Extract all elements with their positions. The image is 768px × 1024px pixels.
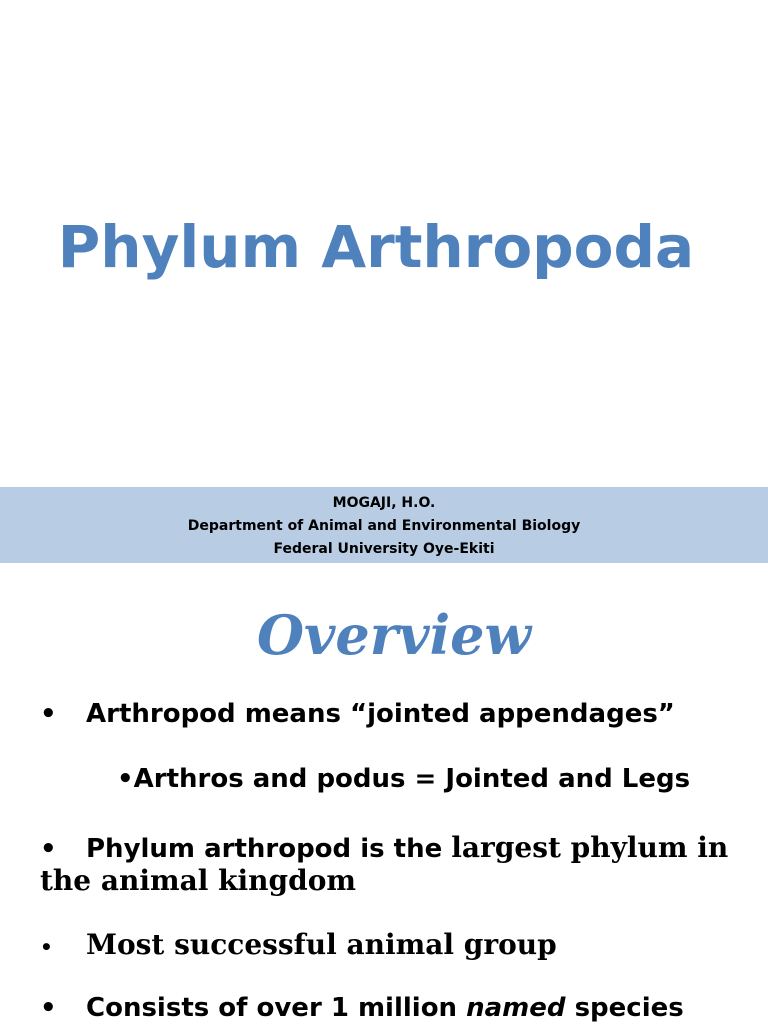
bullet-text: Most successful animal group [86, 928, 557, 961]
overview-title: Overview [257, 603, 531, 667]
bullet-text: largest phylum in [451, 831, 729, 864]
bullet-icon: • [40, 834, 57, 864]
bullet-item [40, 928, 557, 961]
bullet-icon: • [40, 935, 53, 959]
bullet-text: Arthropod means “jointed appendages” [86, 699, 675, 729]
bullet-text: named [466, 993, 566, 1023]
bullet-item [40, 993, 684, 1023]
bullet-icon: • [117, 764, 134, 794]
slide-title: Phylum Arthropoda [57, 213, 695, 281]
bullet-text: Arthros and podus = Jointed and Legs [133, 764, 691, 794]
bullet-icon: • [40, 993, 57, 1023]
sub-bullet-item [117, 764, 690, 794]
bullet-text: species [565, 993, 684, 1023]
institution-name: Federal University Oye-Ekiti [273, 541, 495, 557]
author-band [0, 487, 768, 563]
bullet-continuation: the animal kingdom [40, 864, 356, 897]
bullet-text: Phylum arthropod is the [86, 834, 452, 864]
department-name: Department of Animal and Environmental Biology [187, 518, 581, 534]
bullet-item [40, 699, 675, 729]
author-name: MOGAJI, H.O. [332, 495, 436, 511]
bullet-text: Consists of over 1 million [86, 993, 467, 1023]
bullet-item [40, 831, 728, 864]
bullet-icon: • [40, 699, 57, 729]
